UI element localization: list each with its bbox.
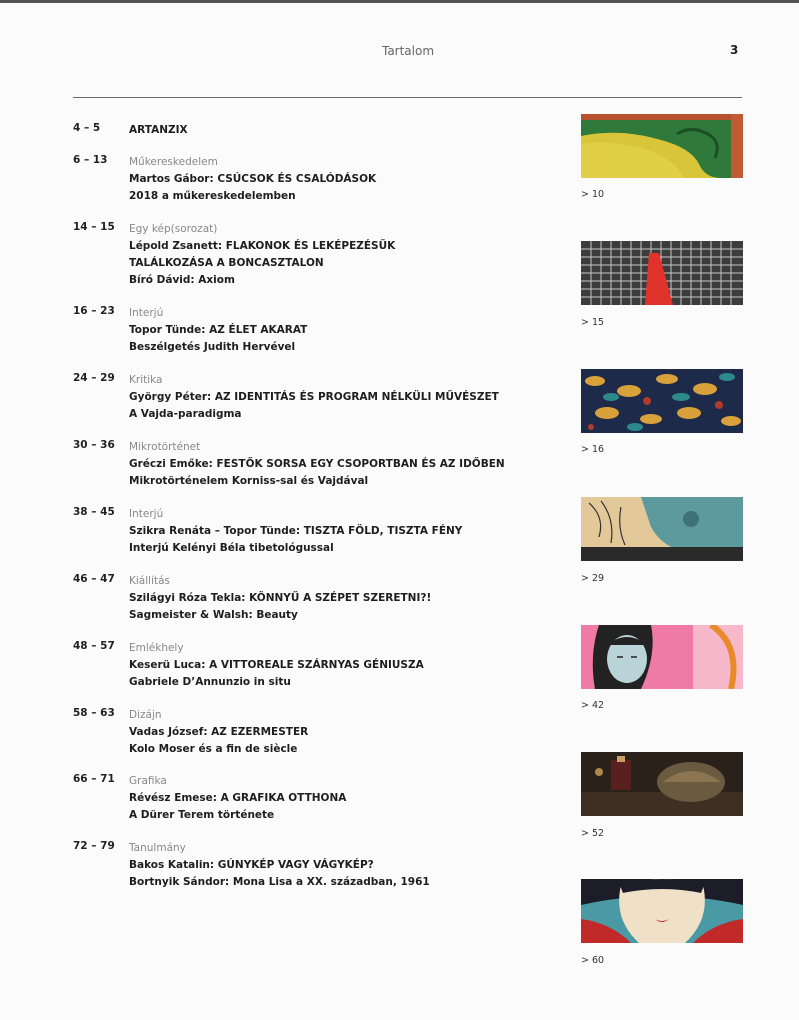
page-range: 66 – 71 xyxy=(73,773,115,785)
entry-category: Emlékhely xyxy=(129,642,184,654)
thumbnail-painting-image[interactable] xyxy=(581,114,743,178)
thumbnail-caption: > 60 xyxy=(581,955,605,966)
entry-title-cont: TALÁLKOZÁSA A BONCASZTALON xyxy=(129,257,324,269)
page-title: Tartalom xyxy=(381,44,435,58)
page-range: 58 – 63 xyxy=(73,707,115,719)
thumbnail-caption: > 52 xyxy=(581,828,605,839)
entry-title: Gréczi Emőke: FESTŐK SORSA EGY CSOPORTBAN ÉS AZ IDŐBEN xyxy=(129,458,505,470)
entry-title: Bakos Katalin: GÚNYKÉP VAGY VÁGYKÉP? xyxy=(129,859,374,871)
entry-title: Vadas József: AZ EZERMESTER xyxy=(129,726,309,738)
entry-subtitle: 2018 a műkereskedelemben xyxy=(129,190,296,202)
thumbnail-caption: > 16 xyxy=(581,444,605,455)
entry-title: Martos Gábor: CSÚCSOK ÉS CSALÓDÁSOK xyxy=(129,173,377,185)
entry-category: Egy kép(sorozat) xyxy=(129,223,218,235)
entry-title: Lépold Zsanett: FLAKONOK ÉS LEKÉPEZÉSÜK xyxy=(129,240,396,252)
thumbnail-drawing-image[interactable] xyxy=(581,497,743,561)
page-range: 46 – 47 xyxy=(73,573,115,585)
entry-title: ARTANZIX xyxy=(129,124,188,136)
page-range: 6 – 13 xyxy=(73,154,108,166)
entry-subtitle: Interjú Kelényi Béla tibetológussal xyxy=(129,542,334,554)
entry-subtitle: Bortnyik Sándor: Mona Lisa a XX. században, 1961 xyxy=(129,876,430,888)
entry-category: Kritika xyxy=(129,374,163,386)
thumbnail-pattern-image[interactable] xyxy=(581,369,743,433)
entry-category: Dizájn xyxy=(129,709,162,721)
entry-subtitle: Gabriele D’Annunzio in situ xyxy=(129,676,291,688)
entry-subtitle: Kolo Moser és a fin de siècle xyxy=(129,743,298,755)
top-border xyxy=(0,0,799,3)
thumbnail-portrait-image[interactable] xyxy=(581,625,743,689)
entry-subtitle: A Vajda-paradigma xyxy=(129,408,242,420)
entry-title: Szilágyi Róza Tekla: KÖNNYŰ A SZÉPET SZERETNI?! xyxy=(129,592,432,604)
page-range: 38 – 45 xyxy=(73,506,115,518)
entry-category: Grafika xyxy=(129,775,167,787)
thumbnail-grid-image[interactable] xyxy=(581,241,743,305)
entry-category: Interjú xyxy=(129,508,164,520)
entry-subtitle: A Dürer Terem története xyxy=(129,809,275,821)
entry-subtitle: Bíró Dávid: Axiom xyxy=(129,274,235,286)
page-range: 72 – 79 xyxy=(73,840,115,852)
entry-title: Révész Emese: A GRAFIKA OTTHONA xyxy=(129,792,347,804)
thumbnail-poster-image[interactable] xyxy=(581,879,743,943)
page-range: 30 – 36 xyxy=(73,439,115,451)
entry-category: Műkereskedelem xyxy=(129,156,218,168)
entry-subtitle: Sagmeister & Walsh: Beauty xyxy=(129,609,298,621)
entry-title: Szikra Renáta – Topor Tünde: TISZTA FÖLD, TISZTA FÉNY xyxy=(129,525,463,537)
thumbnail-caption: > 10 xyxy=(581,189,605,200)
entry-title: Topor Tünde: AZ ÉLET AKARAT xyxy=(129,324,308,336)
page-range: 14 – 15 xyxy=(73,221,115,233)
entry-title: Keserü Luca: A VITTOREALE SZÁRNYAS GÉNIUSZA xyxy=(129,659,424,671)
entry-category: Mikrotörténet xyxy=(129,441,201,453)
thumbnail-caption: > 15 xyxy=(581,317,605,328)
thumbnail-caption: > 29 xyxy=(581,573,605,584)
header-rule xyxy=(73,97,742,98)
thumbnail-interior-image[interactable] xyxy=(581,752,743,816)
thumbnail-caption: > 42 xyxy=(581,700,605,711)
page-range: 16 – 23 xyxy=(73,305,115,317)
entry-category: Interjú xyxy=(129,307,164,319)
entry-title: György Péter: AZ IDENTITÁS ÉS PROGRAM NÉLKÜLI MŰVÉSZET xyxy=(129,391,499,403)
entry-category: Kiállítás xyxy=(129,575,171,587)
page-range: 24 – 29 xyxy=(73,372,115,384)
entry-category: Tanulmány xyxy=(129,842,186,854)
entry-subtitle: Mikrotörténelem Korniss-sal és Vajdával xyxy=(129,475,369,487)
entry-subtitle: Beszélgetés Judith Hervével xyxy=(129,341,296,353)
page-range: 48 – 57 xyxy=(73,640,115,652)
page-number: 3 xyxy=(730,43,739,57)
page-range: 4 – 5 xyxy=(73,122,101,134)
